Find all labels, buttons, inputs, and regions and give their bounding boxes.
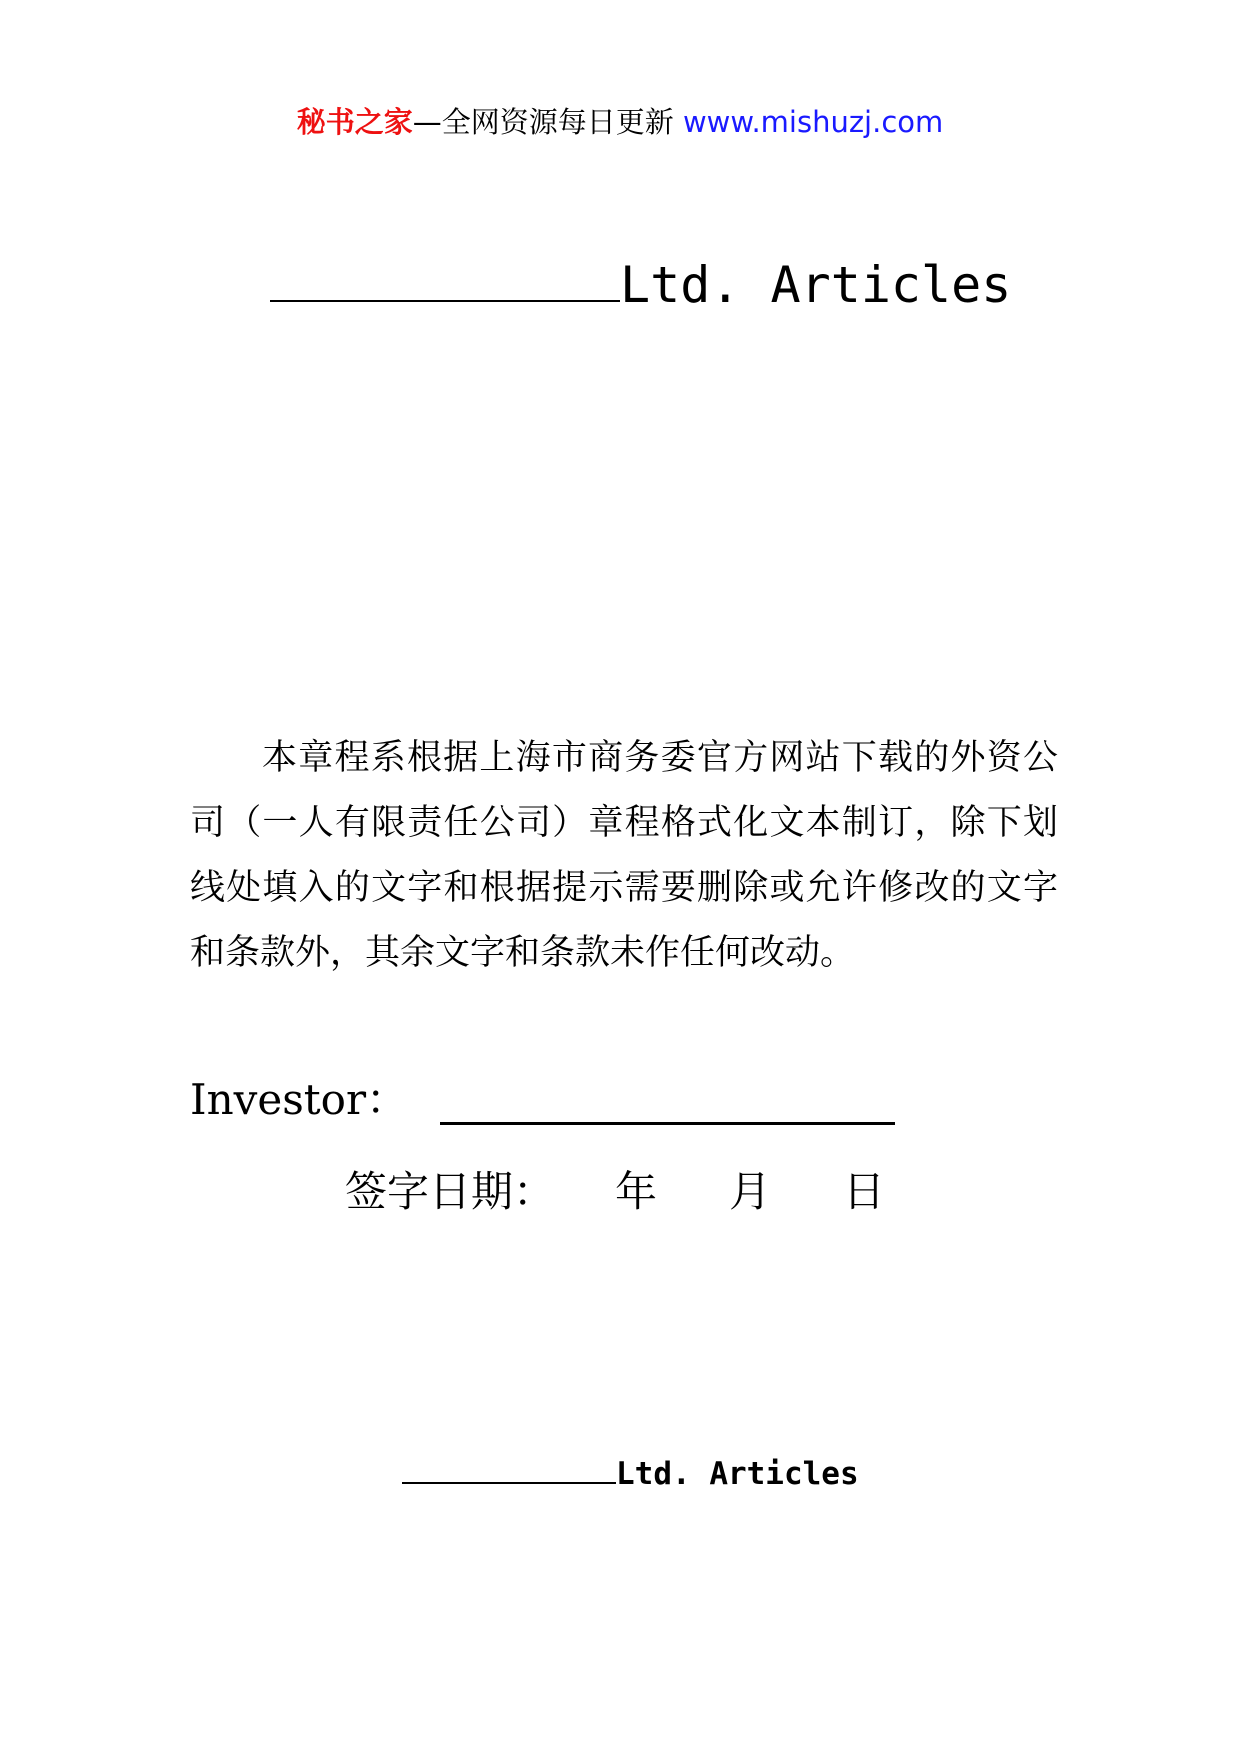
- footer-company-name-blank: [402, 1452, 616, 1484]
- signature-date-line: [345, 1162, 885, 1222]
- company-name-blank: [270, 252, 620, 302]
- document-title: [270, 252, 1011, 315]
- signature-date-label: 签字日期：: [345, 1167, 556, 1216]
- disclaimer-paragraph: 本章程系根据上海市商务委官方网站下载的外资公司（一人有限责任公司）章程格式化文本制订，除下划线处填入的文字和根据提示需要删除或允许修改的文字和条款外，其余文字和条款未作任何改动。: [190, 738, 1058, 973]
- website-link[interactable]: www.mishuzj.com: [682, 105, 944, 139]
- brand-name: 秘书之家: [296, 105, 413, 139]
- day-label: 日: [843, 1167, 886, 1216]
- month-label: 月: [729, 1167, 772, 1216]
- investor-label: Investor：: [190, 1075, 409, 1124]
- document-title-text: Ltd. Articles: [620, 256, 1012, 314]
- investor-signature-blank: [440, 1122, 895, 1125]
- footer-title-text: Ltd. Articles: [616, 1456, 859, 1492]
- header-tagline: —全网资源每日更新: [412, 105, 683, 139]
- year-label: 年: [615, 1167, 658, 1216]
- site-header-banner: [0, 102, 1240, 142]
- investor-line: [190, 1070, 408, 1130]
- footer-title: [402, 1452, 859, 1494]
